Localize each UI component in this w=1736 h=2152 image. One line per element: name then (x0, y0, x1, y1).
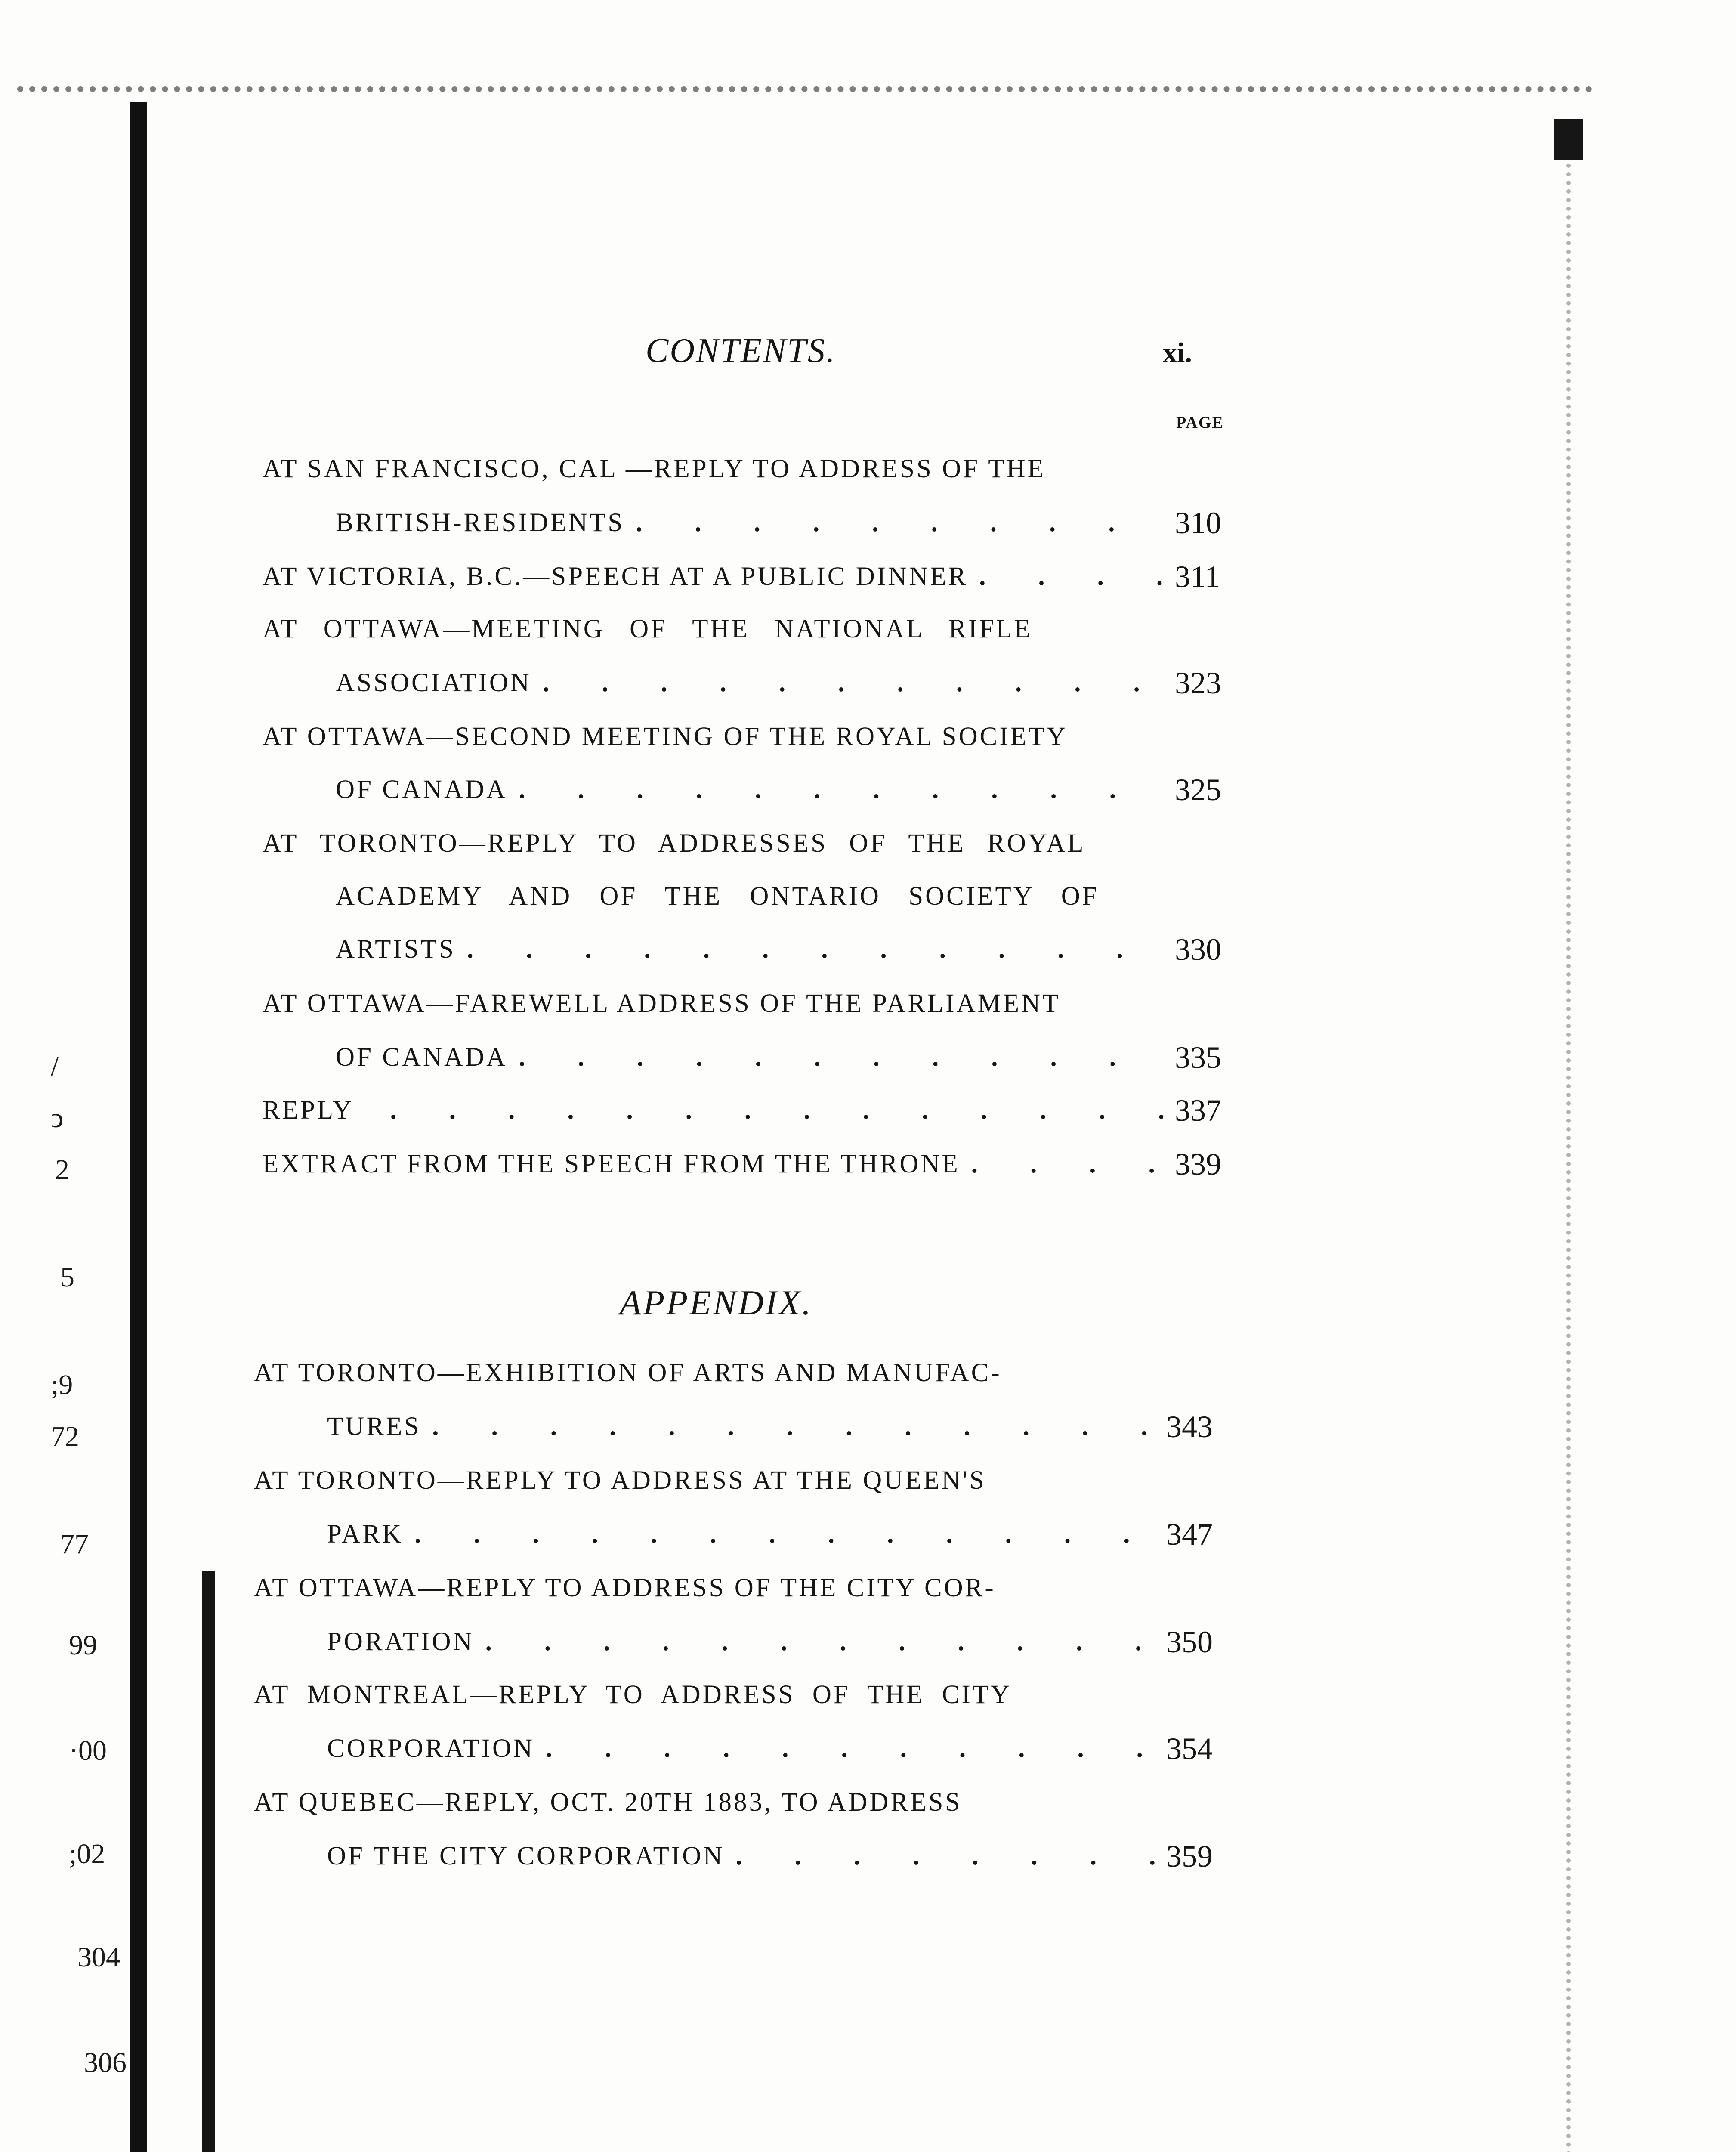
toc-entry-line: AT OTTAWA—FAREWELL ADDRESS OF THE PARLIAMENT (263, 989, 1061, 1018)
toc-entry-line: AT VICTORIA, B.C.—SPEECH AT A PUBLIC DINNER . 311 (263, 555, 1239, 598)
toc-page-number: 310 (1175, 506, 1221, 540)
margin-number: 306 (84, 2047, 127, 2078)
toc-entry-line: OF THE CITY CORPORATION . 359 (327, 1835, 1231, 1878)
dot-leaders (365, 1089, 1165, 1132)
dot-leaders (735, 1835, 1156, 1878)
margin-number: ;9 (51, 1369, 73, 1401)
toc-entry-line: BRITISH-RESIDENTS . 310 (336, 501, 1239, 544)
scan-right-edge-noise (1566, 129, 1571, 2152)
toc-entry-line: AT QUEBEC—REPLY, OCT. 20TH 1883, TO ADDRESS (254, 1788, 962, 1817)
toc-entry-line: ASSOCIATION . 323 (336, 662, 1239, 705)
dot-leaders (636, 501, 1165, 544)
toc-page-number: 350 (1166, 1625, 1213, 1659)
margin-number: 99 (69, 1629, 97, 1661)
toc-entry-line: CORPORATION . 354 (327, 1727, 1231, 1770)
scan-top-edge-noise (17, 86, 1592, 92)
toc-page-number: 330 (1175, 932, 1221, 967)
toc-entry-line: AT TORONTO—REPLY TO ADDRESSES OF THE ROYAL (263, 829, 1086, 858)
binding-shadow (130, 102, 147, 2152)
toc-page-number: 343 (1166, 1410, 1213, 1444)
running-head (473, 331, 1205, 374)
toc-entry-line: AT OTTAWA—REPLY TO ADDRESS OF THE CITY COR- (254, 1574, 996, 1602)
page-column-label: PAGE (1176, 414, 1224, 432)
dot-leaders (543, 662, 1165, 705)
toc-page-number: 323 (1175, 666, 1221, 700)
margin-number: / (51, 1051, 59, 1082)
toc-page-number: 354 (1166, 1731, 1213, 1766)
margin-number: 304 (77, 1942, 120, 1973)
toc-page-number: 311 (1175, 560, 1220, 594)
margin-number: ↄ (51, 1102, 64, 1134)
toc-entry-line: AT OTTAWA—MEETING OF THE NATIONAL RIFLE (263, 615, 1032, 643)
scan-corner-mark (1554, 119, 1583, 160)
toc-page-number: 347 (1166, 1517, 1213, 1552)
dot-leaders (432, 1405, 1156, 1448)
toc-page-number: 335 (1175, 1040, 1221, 1075)
margin-number: 72 (51, 1421, 79, 1452)
toc-page-number: 325 (1175, 773, 1221, 807)
page-title: CONTENTS. (646, 332, 836, 370)
margin-number: 2 (55, 1154, 69, 1185)
toc-entry-line: AT TORONTO—REPLY TO ADDRESS AT THE QUEEN'S (254, 1466, 986, 1495)
dot-leaders (467, 928, 1165, 971)
dot-leaders (979, 555, 1165, 598)
toc-entry-line: OF CANADA . 325 (336, 768, 1239, 811)
toc-entry-line: AT MONTREAL—REPLY TO ADDRESS OF THE CITY (254, 1680, 1012, 1709)
dot-leaders (971, 1143, 1165, 1186)
appendix-title: APPENDIX. (620, 1283, 813, 1322)
dot-leaders (414, 1513, 1156, 1556)
toc-entry-line: OF CANADA . 335 (336, 1036, 1239, 1079)
margin-number: 77 (60, 1528, 89, 1560)
toc-page-number: 359 (1166, 1839, 1213, 1874)
dot-leaders (485, 1620, 1156, 1663)
toc-entry-line: REPLY . 337 (263, 1089, 1239, 1132)
toc-entry-line: AT OTTAWA—SECOND MEETING OF THE ROYAL SOCIETY (263, 722, 1068, 751)
toc-entry-line: TURES . 343 (327, 1405, 1231, 1448)
dot-leaders (519, 768, 1165, 811)
toc-page-number: 337 (1175, 1093, 1221, 1128)
toc-entry-line: ARTISTS . 330 (336, 928, 1239, 971)
toc-entry-line: AT SAN FRANCISCO, CAL —REPLY TO ADDRESS OF THE (263, 455, 1046, 483)
toc-entry-line: AT TORONTO—EXHIBITION OF ARTS AND MANUFAC- (254, 1358, 1002, 1387)
binding-shadow-lower (202, 1571, 215, 2152)
margin-number: ;02 (69, 1838, 105, 1870)
toc-entry-line: EXTRACT FROM THE SPEECH FROM THE THRONE . 339 (263, 1143, 1239, 1186)
toc-entry-line: PORATION . 350 (327, 1620, 1231, 1663)
toc-entry-line: PARK . 347 (327, 1513, 1231, 1556)
toc-entry-line: ACADEMY AND OF THE ONTARIO SOCIETY OF (336, 882, 1099, 911)
dot-leaders (519, 1036, 1165, 1079)
toc-page-number: 339 (1175, 1147, 1221, 1181)
page-number: xi. (1163, 337, 1192, 368)
margin-number: ·00 (69, 1735, 107, 1766)
margin-number: 5 (60, 1262, 74, 1293)
dot-leaders (546, 1727, 1156, 1770)
